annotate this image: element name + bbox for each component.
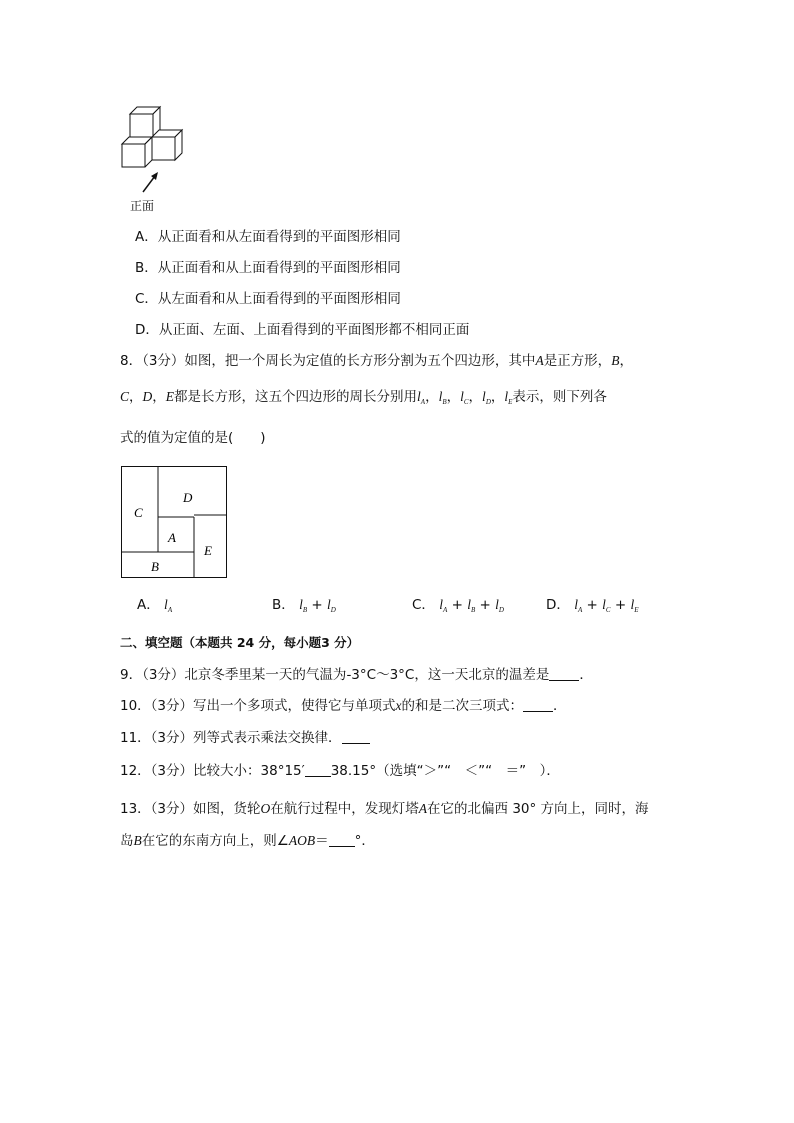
q8-option-c: C． $l_A + l_B + l_D$ xyxy=(412,597,504,614)
fig-label-a: A xyxy=(168,530,176,545)
q8-line3: 式的值为定值的是( ) xyxy=(120,430,266,446)
q8-line1: 8．（3分）如图，把一个周长为定值的长方形分割为五个四边形，其中A是正方形，B， xyxy=(120,353,633,369)
q11-blank xyxy=(342,730,370,744)
q13-line2: 岛B在它的东南方向上，则∠AOB＝ °． xyxy=(120,833,375,849)
q8-rectangle-figure xyxy=(120,465,230,580)
cube-figure xyxy=(115,100,195,180)
fig-label-d: D xyxy=(183,490,193,505)
q13-blank xyxy=(329,833,355,847)
q12: 12．（3分）比较大小：38°15′ 38.15°（选填“＞”“ ＜”“ ＝” ）． xyxy=(120,763,560,779)
q7-option-b: B．从正面看和从上面看得到的平面图形相同 xyxy=(135,260,401,276)
q7-option-a: A．从正面看和从左面看得到的平面图形相同 xyxy=(135,229,401,245)
q8-line2: C，D，E都是长方形，这五个四边形的周长分别用$l_A$，$l_B$，$l_C$，$l_D$，$l_E$表示，则下列各 xyxy=(120,389,607,406)
q10-blank xyxy=(523,698,553,712)
q11: 11．（3分）列等式表示乘法交换律． xyxy=(120,729,370,747)
q8-option-d: D． $l_A + l_C + l_E$ xyxy=(546,597,639,614)
q13-line1: 13．（3分）如图，货轮O在航行过程中，发现灯塔A在它的北偏西 30° 方向上，同时，海 xyxy=(120,801,649,817)
fig-label-c: C xyxy=(134,505,143,520)
q9: 9．（3分）北京冬季里某一天的气温为-3°C～3°C，这一天北京的温差是 ． xyxy=(120,667,593,683)
q7-option-c: C．从左面看和从上面看得到的平面图形相同 xyxy=(135,291,401,307)
fig-label-e: E xyxy=(204,543,212,558)
fig-label-b: B xyxy=(151,559,159,574)
front-arrow xyxy=(140,170,162,194)
q7-option-d: D．从正面、左面、上面看得到的平面图形都不相同正面 xyxy=(135,322,470,338)
q8-option-b: B． $l_B + l_D$ xyxy=(272,597,336,614)
q8-option-a: A． $l_A$ xyxy=(137,597,173,614)
front-caption: 正面 xyxy=(130,199,155,213)
section-title-fill-in: 二、填空题（本题共 24 分，每小题3 分） xyxy=(120,635,360,650)
q9-blank xyxy=(549,667,579,681)
q12-blank xyxy=(305,763,331,777)
q10: 10．（3分）写出一个多项式，使得它与单项式x的和是二次三项式： ． xyxy=(120,698,567,714)
